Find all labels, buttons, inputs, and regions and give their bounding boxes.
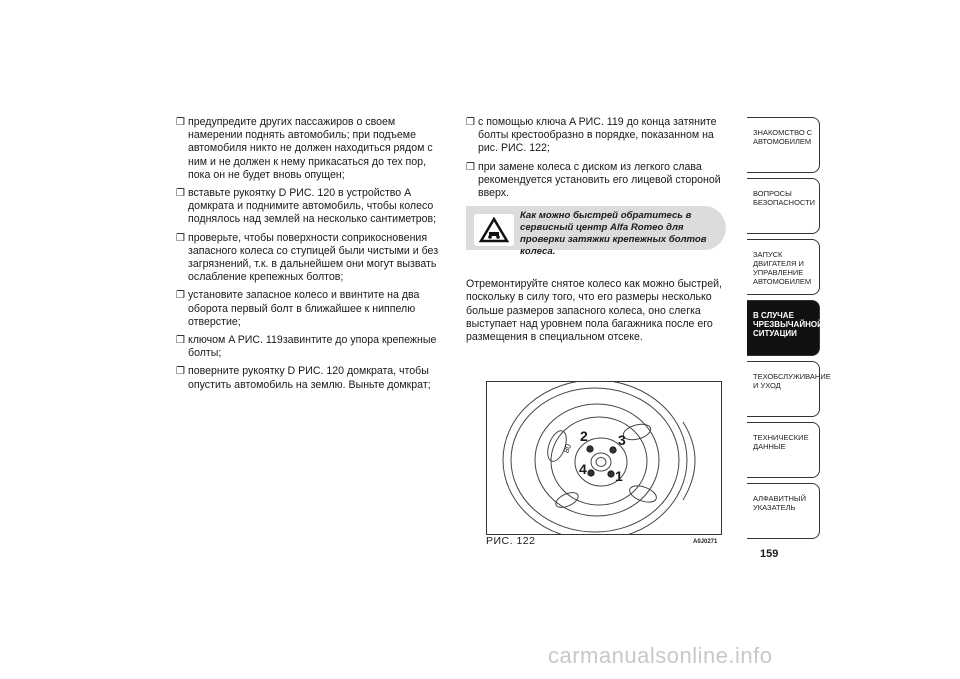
- warning-text: Как можно быстрей обратитесь в сервисный центр Alfa Romeo для проверки затяжки крепежных болтов колеса.: [520, 210, 707, 258]
- checkbox-bullet-icon: ❒: [176, 366, 185, 378]
- tab-emergency[interactable]: В СЛУЧАЕ ЧРЕЗВЫЧАЙНОЙ СИТУАЦИИ: [747, 300, 820, 356]
- checkbox-bullet-icon: ❒: [466, 117, 475, 128]
- checkbox-bullet-icon: ❒: [176, 232, 185, 244]
- page-number: 159: [760, 548, 779, 560]
- tab-starting-driving[interactable]: ЗАПУСК ДВИГАТЕЛЯ И УПРАВЛЕНИЕ АВТОМОБИЛЕМ: [747, 239, 820, 295]
- tab-getting-to-know[interactable]: ЗНАКОМСТВО С АВТОМОБИЛЕМ: [747, 117, 820, 173]
- checkbox-bullet-icon: ❒: [176, 188, 185, 200]
- bullet-item: ❒ поверните рукоятку D РИС. 120 домкрата, чтобы опустить автомобиль на землю. Выньте домкрат;: [176, 365, 431, 391]
- tab-technical-data[interactable]: ТЕХНИЧЕСКИЕ ДАННЫЕ: [747, 422, 820, 478]
- figure-code: A0J0271: [693, 539, 718, 545]
- bullet-item: ❒ с помощью ключа A РИС. 119 до конца затяните болты крестообразно в порядке, показанном на рис. РИС. 122;: [466, 116, 717, 155]
- bullet-item: ❒ предупредите других пассажиров о своем намерении поднять автомобиль; при подъеме автомобиля никто не должен находиться рядом с ним и не должен к нему прикасаться до тех пор, пока он не будет вновь опущен;: [176, 116, 433, 181]
- section-tabs: [747, 117, 831, 544]
- bullet-item: ❒ установите запасное колесо и ввинтите на два оборота первый болт в ближайшее к ниппелю отверстие;: [176, 289, 420, 328]
- figure-caption: РИС. 122: [486, 535, 536, 547]
- bolt-label-1: 1: [615, 468, 623, 484]
- watermark: carmanualsonline.info: [548, 643, 773, 668]
- bullet-item: ❒ при замене колеса с диском из легкого слава рекомендуется установить его лицевой стороной вверх.: [466, 160, 721, 200]
- bolt-label-4: 4: [579, 461, 587, 477]
- warning-triangle-icon: [474, 214, 514, 246]
- checkbox-bullet-icon: ❒: [466, 161, 475, 173]
- tab-maintenance[interactable]: ТЕХОБСЛУЖИВАНИЕ И УХОД: [747, 361, 820, 417]
- tab-index[interactable]: АЛФАВИТНЫЙ УКАЗАТЕЛЬ: [747, 483, 820, 539]
- checkbox-bullet-icon: ❒: [176, 290, 185, 302]
- wheel-illustration: [487, 382, 721, 534]
- wheel-bolt-figure: [486, 381, 722, 535]
- bullet-item: ❒ вставьте рукоятку D РИС. 120 в устройство A домкрата и поднимите автомобиль, чтобы колесо поднялось над землей на несколько сантиметров;: [176, 187, 437, 226]
- bolt-label-2: 2: [580, 428, 588, 444]
- bullet-item: ❒ проверьте, чтобы поверхности соприкосновения запасного колеса со ступицей были чистыми и без загрязнений, т.к. в дальнейшем они могут вызвать ослабление крепежных болтов;: [176, 231, 439, 284]
- checkbox-bullet-icon: ❒: [176, 117, 185, 128]
- rim-marking: 80: [561, 442, 574, 455]
- body-paragraph: Отремонтируйте снятое колесо как можно быстрей, поскольку в силу того, что его размеры несколько больше размеров запасного колеса, оно слегка выступает над уровнем пола багажника после его размещения в специальном отсеке.: [466, 278, 722, 344]
- left-column: [176, 116, 442, 397]
- bullet-item: ❒ ключом A РИС. 119завинтите до упора крепежные болты;: [176, 334, 437, 360]
- right-column: [466, 116, 726, 344]
- warning-box: [466, 206, 726, 258]
- checkbox-bullet-icon: ❒: [176, 335, 185, 347]
- bolt-label-3: 3: [618, 432, 626, 448]
- tab-safety[interactable]: ВОПРОСЫ БЕЗОПАСНОСТИ: [747, 178, 820, 234]
